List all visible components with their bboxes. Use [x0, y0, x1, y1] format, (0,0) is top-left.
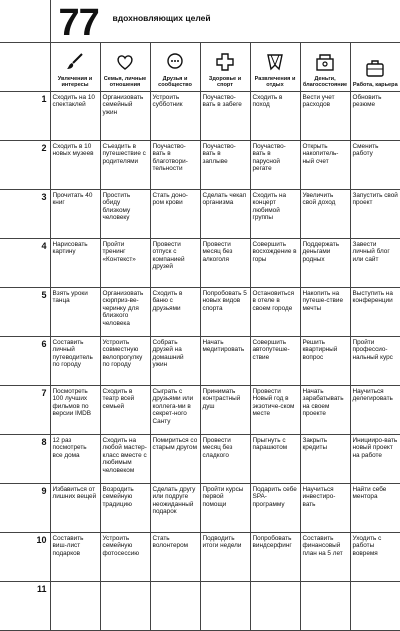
- goal-cell: Попробовать 5 новых видов спорта: [200, 288, 250, 337]
- goal-cell: Запустить свой проект: [350, 190, 400, 239]
- goal-cell: Поучаство-вать в благотвори-тельности: [150, 141, 200, 190]
- goal-cell: Стать доно-ром крови: [150, 190, 200, 239]
- goal-cell: Совершить автопутеше-ствие: [250, 337, 300, 386]
- row-number: 9: [0, 484, 50, 533]
- goal-cell: [150, 582, 200, 631]
- chat-bubbles-icon: [164, 51, 186, 73]
- goal-row: [0, 484, 400, 533]
- goal-cell: Иницииро-вать новый проект на работе: [350, 435, 400, 484]
- goal-cell: [300, 582, 350, 631]
- header-row: [0, 0, 400, 43]
- goal-cell: Сходить в баню с друзьями: [150, 288, 200, 337]
- goal-cell: Устроить субботник: [150, 92, 200, 141]
- goal-cell: Посмотреть 100 лучших фильмов по версии IMDB: [50, 386, 100, 435]
- row-number: 4: [0, 239, 50, 288]
- goal-cell: [250, 582, 300, 631]
- goal-cell: Выступить на конференции: [350, 288, 400, 337]
- goal-cell: Сходить на концерт любимой группы: [250, 190, 300, 239]
- goal-cell: Накопить на путеше-ствие мечты: [300, 288, 350, 337]
- row-number: 10: [0, 533, 50, 582]
- goal-cell: Пройти курсы первой помощи: [200, 484, 250, 533]
- goal-cell: Составить личный путеводитель по городу: [50, 337, 100, 386]
- goal-cell: Съездить в путешествие с родителями: [100, 141, 150, 190]
- goal-cell: Помириться со старым другом: [150, 435, 200, 484]
- goal-cell: Принимать контрастный душ: [200, 386, 250, 435]
- plus-cross-icon: [214, 51, 236, 73]
- goal-row: [0, 386, 400, 435]
- goal-cell: Вести учет расходов: [300, 92, 350, 141]
- goal-cell: Составить виш-лист подарков: [50, 533, 100, 582]
- goal-cell: Остановиться в отеле в своем городе: [250, 288, 300, 337]
- goal-row: [0, 435, 400, 484]
- goal-cell: Совершить восхождение в горы: [250, 239, 300, 288]
- goal-cell: Пройти профессио-нальный курс: [350, 337, 400, 386]
- goal-row: [0, 288, 400, 337]
- goal-cell: Поучаство-вать в забеге: [200, 92, 250, 141]
- goal-cell: Провести отпуск с компанией друзей: [150, 239, 200, 288]
- goal-cell: 12 раз посмотреть все дома: [50, 435, 100, 484]
- goal-cell: [200, 582, 250, 631]
- row-number: 1: [0, 92, 50, 141]
- goal-cell: Пройти тренинг «Контекст»: [100, 239, 150, 288]
- balloon-icon: [264, 51, 286, 73]
- row-number: 3: [0, 190, 50, 239]
- row-number: 2: [0, 141, 50, 190]
- goal-row: [0, 239, 400, 288]
- goal-cell: [50, 582, 100, 631]
- goal-cell: Стать волонтером: [150, 533, 200, 582]
- category-money: Деньги, благосостояние: [300, 43, 350, 92]
- goal-cell: Сходить в театр всей семьей: [100, 386, 150, 435]
- goal-cell: Открыть накопитель-ный счет: [300, 141, 350, 190]
- goal-cell: Поддержать деньгами родных: [300, 239, 350, 288]
- category-career: Работа, карьера: [350, 43, 400, 92]
- goal-cell: Взять уроки танца: [50, 288, 100, 337]
- goal-cell: Найти себе ментора: [350, 484, 400, 533]
- goal-row: [0, 337, 400, 386]
- goal-cell: Прыгнуть с парашютом: [250, 435, 300, 484]
- goal-cell: Сходить на 10 спектаклей: [50, 92, 100, 141]
- category-hobbies: Увлечения и интересы: [50, 43, 100, 92]
- goal-cell: Начать зарабатывать на своем проекте: [300, 386, 350, 435]
- coins-icon: [314, 51, 336, 73]
- goal-cell: Начать медитировать: [200, 337, 250, 386]
- category-health: Здоровье и спорт: [200, 43, 250, 92]
- row-number: 5: [0, 288, 50, 337]
- goal-cell: Сходить в 10 новых музеев: [50, 141, 100, 190]
- goal-cell: Организовать сюрприз-ве-черинку для близкого человека: [100, 288, 150, 337]
- goal-cell: Устроить семейную фотосессию: [100, 533, 150, 582]
- category-row: [0, 43, 400, 92]
- goal-cell: Сменить работу: [350, 141, 400, 190]
- row-number: 11: [0, 582, 50, 631]
- goal-cell: Поучаство-вать в заплыве: [200, 141, 250, 190]
- goal-row: [0, 190, 400, 239]
- page-number-77: 77: [58, 2, 99, 43]
- goal-cell: Прочитать 40 книг: [50, 190, 100, 239]
- brush-icon: [64, 51, 86, 73]
- goal-cell: [350, 582, 400, 631]
- goal-cell: Решить квартирный вопрос: [300, 337, 350, 386]
- goal-cell: Сыграть с друзьями или коллега-ми в секрет-ного Санту: [150, 386, 200, 435]
- goal-cell: Подарить себе SPA-программу: [250, 484, 300, 533]
- goal-cell: Организовать семейный ужин: [100, 92, 150, 141]
- goal-row: [0, 92, 400, 141]
- goal-cell: Поучаство-вать в парусной регате: [250, 141, 300, 190]
- goal-cell: Простить обиду близкому человеку: [100, 190, 150, 239]
- goal-cell: Сходить на любой мастер-класс вместе с любимым человеком: [100, 435, 150, 484]
- goal-cell: Провести месяц без сладкого: [200, 435, 250, 484]
- goal-cell: Провести Новый год в экзотиче-ском месте: [250, 386, 300, 435]
- category-family: Семья, личные отношения: [100, 43, 150, 92]
- goal-row: [0, 582, 400, 631]
- goal-cell: Сделать чекап организма: [200, 190, 250, 239]
- goal-cell: Сходить в поход: [250, 92, 300, 141]
- goal-cell: Составить финансовый план на 5 лет: [300, 533, 350, 582]
- goal-cell: Увеличить свой доход: [300, 190, 350, 239]
- category-leisure: Развлечения и отдых: [250, 43, 300, 92]
- goal-cell: Возродить семейную традицию: [100, 484, 150, 533]
- goal-cell: Научиться инвестиро-вать: [300, 484, 350, 533]
- goal-cell: Провести месяц без алкоголя: [200, 239, 250, 288]
- family-icon: [114, 51, 136, 73]
- goal-cell: Устроить совместную велопрогулку по городу: [100, 337, 150, 386]
- goal-cell: Закрыть кредиты: [300, 435, 350, 484]
- category-friends: Друзья и сообщество: [150, 43, 200, 92]
- row-number: 7: [0, 386, 50, 435]
- goal-cell: Сделать другу или подруге неожиданный подарок: [150, 484, 200, 533]
- row-number: 6: [0, 337, 50, 386]
- briefcase-icon: [364, 57, 386, 79]
- goal-cell: Собрать друзей на домашний ужин: [150, 337, 200, 386]
- row-number: 8: [0, 435, 50, 484]
- goal-cell: Избавиться от лишних вещей: [50, 484, 100, 533]
- goal-cell: Попробовать виндсерфинг: [250, 533, 300, 582]
- goal-cell: Нарисовать картину: [50, 239, 100, 288]
- goal-row: [0, 141, 400, 190]
- page-title: вдохновляющих целей: [112, 13, 211, 23]
- goal-cell: Подводить итоги недели: [200, 533, 250, 582]
- goal-row: [0, 533, 400, 582]
- goal-cell: Обновить резюме: [350, 92, 400, 141]
- goal-cell: Завести личный блог или сайт: [350, 239, 400, 288]
- goal-cell: Уходить с работы вовремя: [350, 533, 400, 582]
- goal-cell: [100, 582, 150, 631]
- goal-cell: Научиться делегировать: [350, 386, 400, 435]
